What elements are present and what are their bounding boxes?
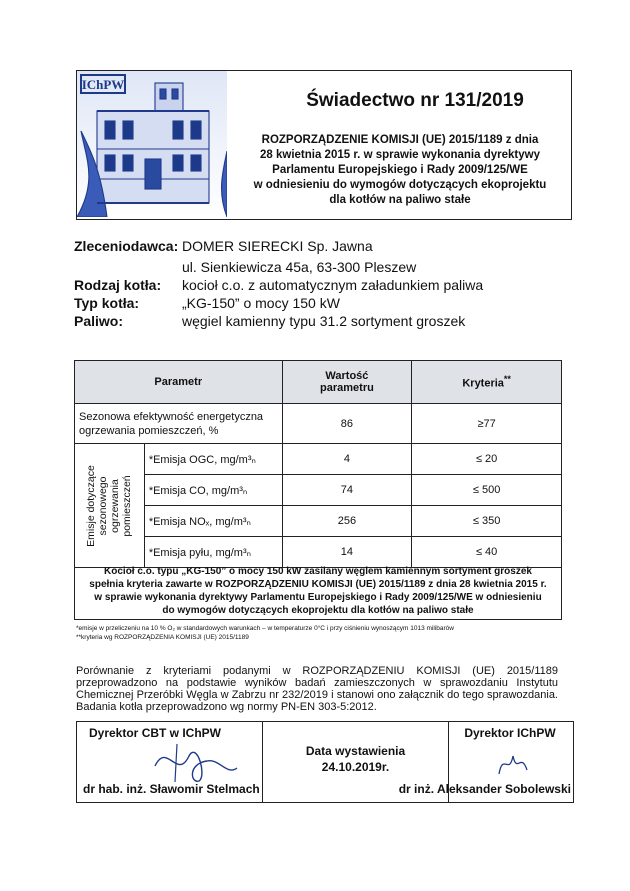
table-header-row — [75, 361, 562, 404]
conclusion-line: spełnia kryteria zawarte w ROZPORZĄDZENIU KOMISJI (UE) 2015/1189 z dnia 28 kwietnia 2015 r. — [89, 579, 547, 590]
emission-criteria: ≤ 40 — [412, 537, 562, 568]
boiler-kind-label: Rodzaj kotła: — [74, 277, 162, 293]
regulation-line: ROZPORZĄDZENIE KOMISJI (UE) 2015/1189 z dnia — [261, 134, 539, 146]
header-criteria — [412, 361, 562, 404]
emissions-group-line: pomieszczeń — [121, 474, 134, 537]
fuel-label: Paliwo: — [74, 313, 124, 329]
regulation-reference — [232, 133, 568, 208]
table-row — [75, 506, 562, 537]
left-signatory-title: Dyrektor CBT w IChPW — [89, 726, 222, 740]
emission-label: *Emisja pyłu, mg/m³ₙ — [144, 537, 282, 568]
ichpw-logo-icon — [81, 75, 125, 93]
conclusion-line: w sprawie wykonania dyrektywy Parlamentu Europejskiego i Rady 2009/125/WE w odniesieniu — [94, 592, 542, 603]
regulation-line: 28 kwietnia 2015 r. w sprawie wykonania dyrektywy — [260, 149, 540, 161]
header-value — [282, 361, 412, 404]
signature-box — [76, 721, 574, 803]
client-name: DOMER SIERECKI Sp. Jawna — [182, 238, 373, 254]
emission-label: *Emisja OGC, mg/m³ₙ — [144, 444, 282, 475]
signature-right-scribble-icon — [495, 746, 535, 780]
table-row — [75, 444, 562, 475]
emission-value: 256 — [282, 506, 412, 537]
right-signatory-title: Dyrektor IChPW — [464, 726, 556, 740]
conclusion-box — [74, 562, 562, 620]
header-parameter: Parametr — [75, 361, 283, 404]
footnote-criteria: **kryteria wg ROZPORZĄDZENIA KOMISJI (UE) 2015/1189 — [76, 634, 249, 641]
header-criteria-label: Kryteria — [462, 377, 504, 390]
emission-criteria: ≤ 20 — [412, 444, 562, 475]
boiler-kind: kocioł c.o. z automatycznym załadunkiem paliwa — [182, 277, 484, 293]
emissions-group-label — [75, 444, 145, 568]
efficiency-criteria: ≥77 — [412, 404, 562, 444]
certificate-title: Świadectwo nr 131/2019 — [306, 90, 524, 111]
regulation-line: w odniesieniu do wymogów dotyczących ekoprojektu — [253, 179, 547, 191]
emissions-group-line: ogrzewania — [109, 478, 122, 533]
emissions-group-line: Emisje dotyczące — [85, 464, 98, 547]
right-signatory-name: dr inż. Aleksander Sobolewski — [398, 782, 571, 796]
parameters-table — [74, 360, 562, 568]
conclusion-line: do wymogów dotyczących ekoprojektu dla kotłów na paliwo stałe — [162, 605, 474, 616]
emission-value: 14 — [282, 537, 412, 568]
certificate-info — [74, 238, 554, 333]
emission-label: *Emisja CO, mg/m³ₙ — [144, 475, 282, 506]
regulation-line: dla kotłów na paliwo stałe — [329, 194, 471, 206]
emission-criteria: ≤ 350 — [412, 506, 562, 537]
efficiency-label-line: ogrzewania pomieszczeń, % — [79, 424, 219, 437]
emission-criteria: ≤ 500 — [412, 475, 562, 506]
footnote-emissions: *emisje w przeliczeniu na 10 % O₂ w standardowych warunkach – w temperaturze 0°C i przy ciśnieniu wynoszącym 1013 milibarów — [76, 625, 454, 632]
regulation-line: Parlamentu Europejskiego i Rady 2009/125/WE — [272, 164, 528, 176]
header-value-line: Wartość — [325, 370, 369, 382]
issue-date-value: 24.10.2019r. — [321, 760, 390, 774]
issue-date-label: Data wystawienia — [305, 744, 406, 758]
left-signatory-name: dr hab. inż. Sławomir Stelmach — [83, 782, 260, 796]
client-label: Zleceniodawca: — [74, 238, 179, 254]
table-row — [75, 404, 562, 444]
boiler-type: „KG-150” o mocy 150 kW — [182, 295, 340, 311]
emissions-group-line: sezonowego — [97, 476, 110, 535]
fuel: węgiel kamienny typu 31.2 sortyment groszek — [182, 313, 466, 329]
efficiency-label-line: Sezonowa efektywność energetyczna — [79, 410, 264, 423]
institute-logo-drawing — [77, 71, 227, 217]
emission-label: *Emisja NOₓ, mg/m³ₙ — [144, 506, 282, 537]
boiler-type-label: Typ kotła: — [74, 295, 140, 311]
emission-value: 4 — [282, 444, 412, 475]
summary-text: Porównanie z kryteriami podanymi w ROZPORZĄDZENIU KOMISJI (UE) 2015/1189 przeprowadzono na podstawie wyników badań zamieszczonych w sprawozdaniu Instytutu Chemicznej Przeróbki Węgla w Zabrzu nr 232/2019 i stanowi ono załącznik do tego sprawozdania. Badania kotła przeprowadzono wg normy PN-EN 303-5:2012. — [76, 665, 558, 713]
emission-value: 74 — [282, 475, 412, 506]
conclusion-line: Kocioł c.o. typu „KG-150” o mocy 150 kW zasilany węglem kamiennym sortyment groszek — [104, 566, 532, 577]
header-value-line: parametru — [320, 382, 374, 394]
signature-left — [77, 722, 262, 802]
table-row — [75, 475, 562, 506]
signature-right — [398, 722, 573, 802]
efficiency-label — [75, 404, 283, 444]
client-address: ul. Sienkiewicza 45a, 63-300 Pleszew — [182, 259, 417, 275]
header-criteria-sup: ** — [503, 374, 511, 385]
signature-left-scribble-icon — [147, 736, 247, 786]
svg-text:IChPW: IChPW — [81, 77, 125, 92]
efficiency-value: 86 — [282, 404, 412, 444]
